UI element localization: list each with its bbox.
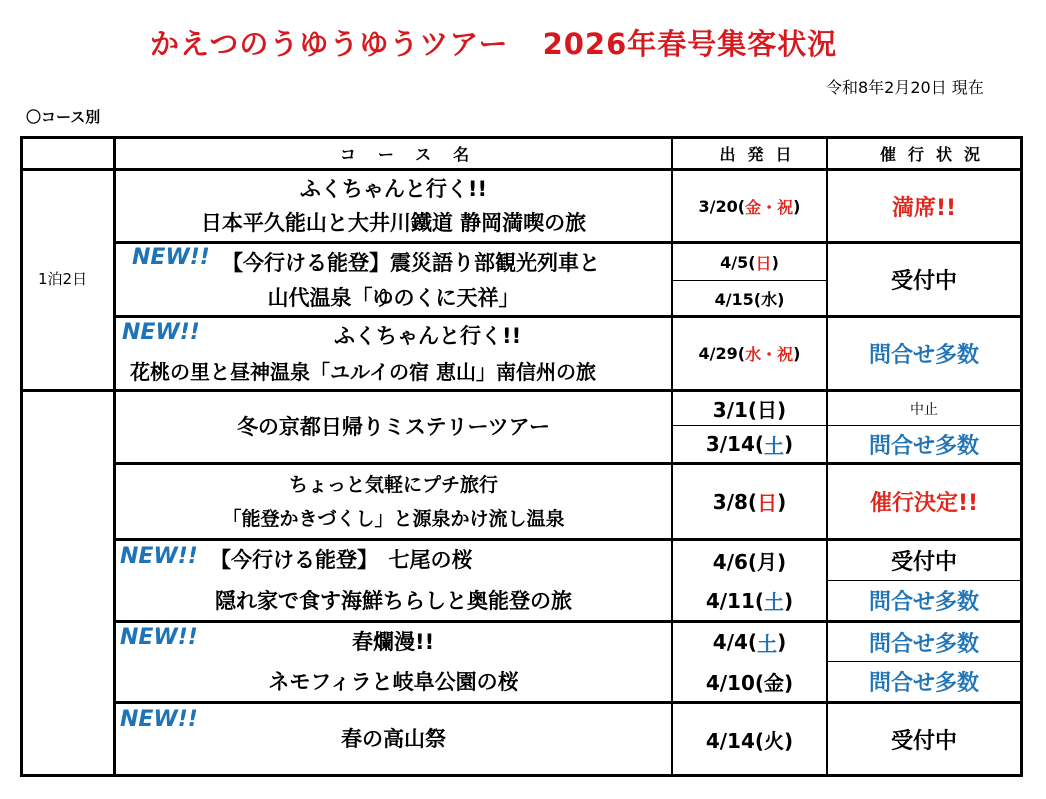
stay-type-label: 1泊2日 — [38, 270, 88, 288]
course-name: 冬の京都日帰りミステリーツアー — [236, 415, 551, 439]
course-line: ちょっと気軽にプチ旅行 — [288, 473, 498, 496]
departure-date: 4/4( 土 ) — [712, 630, 787, 656]
course-name — [116, 465, 671, 538]
course-name — [116, 171, 671, 241]
course-line: 【今行ける能登】 七尾の桜 — [210, 548, 473, 572]
status-badge: 受付中 — [890, 269, 957, 294]
status-badge: 満席!! — [891, 195, 957, 221]
status-badge: 問合せ多数 — [868, 433, 979, 459]
status-badge: 問合せ多数 — [868, 590, 979, 615]
departure-date: 3/14( 土 ) — [705, 432, 794, 458]
departure-date: 4/5( 日 ) — [720, 252, 779, 273]
title-main: かえつのうゆうゆうツアー — [150, 27, 509, 61]
page-title — [150, 22, 837, 63]
header-departure-date: 出発日 — [719, 145, 804, 164]
new-badge: NEW!! — [120, 707, 198, 732]
new-badge: NEW!! — [120, 544, 198, 569]
status-badge: 問合せ多数 — [868, 631, 979, 657]
course-line: ネモフィラと岐阜公園の桜 — [268, 669, 519, 694]
status-badge: 受付中 — [890, 550, 957, 575]
course-line: ふくちゃんと行く!! — [299, 177, 488, 201]
departure-date: 3/1(日) — [712, 398, 787, 422]
course-line: ふくちゃんと行く!! — [334, 324, 522, 348]
course-line: 花桃の里と昼神温泉「ユルイの宿 恵山」南信州の旅 — [130, 360, 596, 384]
course-line: 隠れ家で食す海鮮ちらしと奥能登の旅 — [215, 588, 572, 613]
departure-date: 4/14(火) — [705, 728, 794, 753]
new-badge: NEW!! — [120, 625, 198, 650]
departure-date: 4/10(金) — [705, 671, 794, 695]
departure-date: 3/20( 金・祝 ) — [698, 196, 801, 217]
header-course-name: コース名 — [339, 145, 492, 164]
course-line: 日本平久能山と大井川鐵道 静岡満喫の旅 — [200, 211, 587, 235]
course-line: 【今行ける能登】震災語り部観光列車と — [222, 251, 600, 275]
status-badge: 催行決定!! — [869, 491, 979, 516]
new-badge: NEW!! — [122, 320, 200, 345]
status-badge: 中止 — [910, 401, 938, 418]
departure-date: 4/6(月) — [712, 550, 787, 574]
course-line: 山代温泉「ゆのくに天祥」 — [267, 286, 520, 310]
new-badge: NEW!! — [132, 245, 210, 270]
header-status: 催行状況 — [879, 145, 992, 164]
as-of-date: 令和8年2月20日 現在 — [826, 78, 984, 97]
status-badge: 問合せ多数 — [868, 671, 979, 696]
course-name: 春の高山祭 — [341, 727, 446, 751]
departure-date: 3/8( 日 ) — [712, 489, 787, 515]
status-badge: 受付中 — [890, 728, 957, 754]
departure-date: 4/15(水) — [714, 289, 785, 309]
course-line: 春爛漫!! — [352, 630, 435, 654]
section-label: 〇コース別 — [26, 108, 101, 126]
departure-date: 4/29( 水・祝 ) — [698, 344, 801, 364]
course-line: 「能登かきづくし」と源泉かけ流し温泉 — [222, 507, 565, 530]
title-sub: 2026年春号集客状況 — [542, 27, 838, 61]
status-badge: 問合せ多数 — [868, 343, 979, 368]
departure-date: 4/11( 土 ) — [705, 588, 794, 614]
